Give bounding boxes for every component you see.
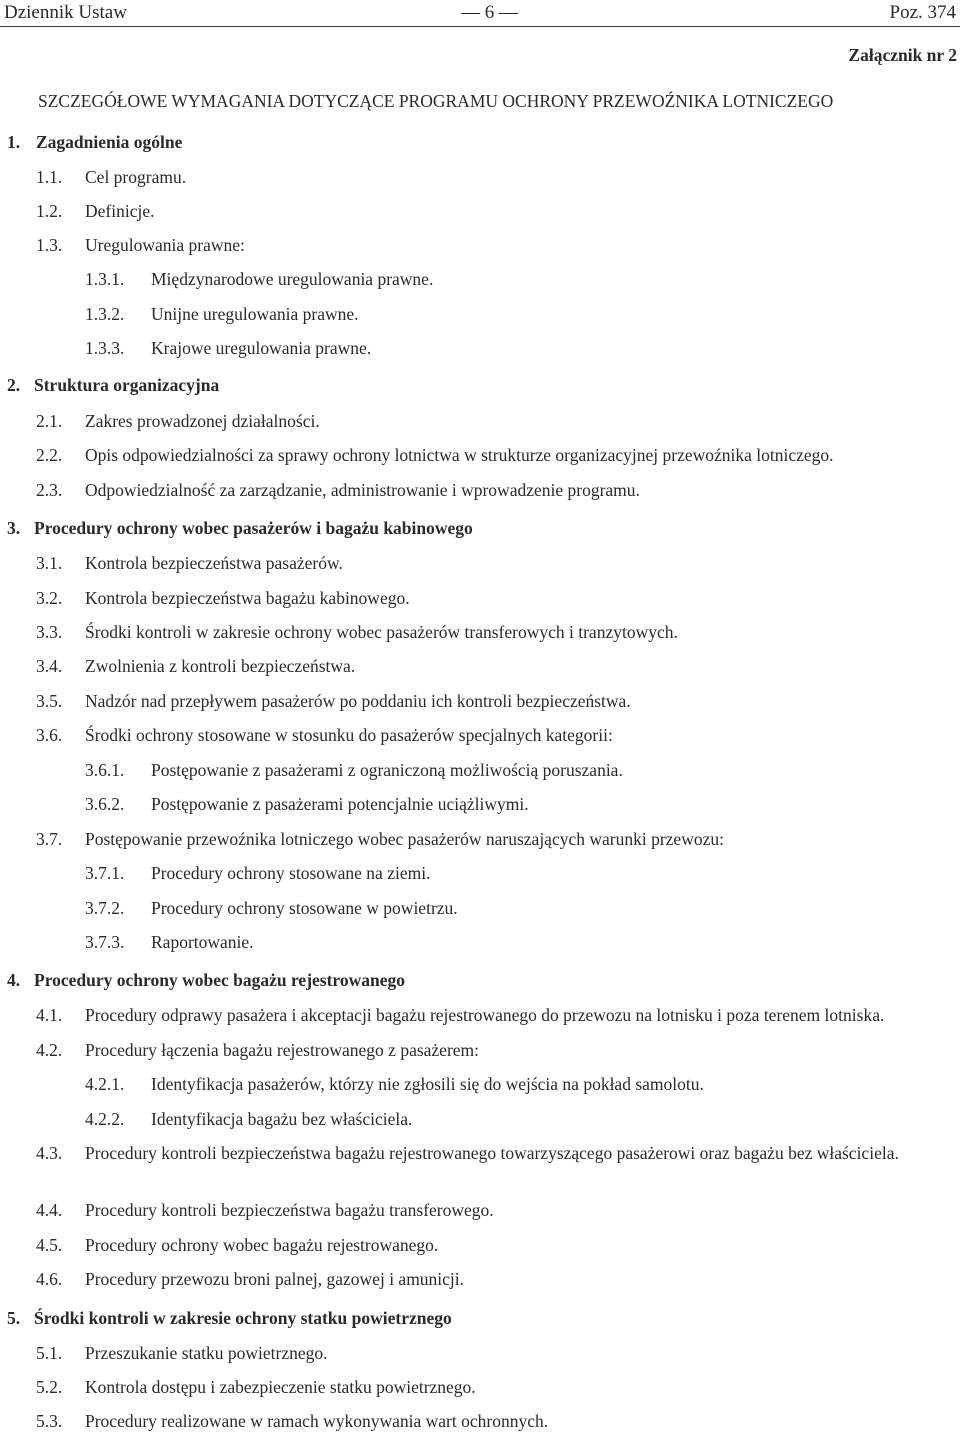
item-text: Identyfikacja bagażu bez właściciela.: [151, 1109, 413, 1129]
item-text: Uregulowania prawne:: [85, 235, 245, 255]
item-number: 3.7.1.: [85, 863, 125, 883]
document-title: SZCZEGÓŁOWE WYMAGANIA DOTYCZĄCE PROGRAMU OCHRONY PRZEWOŹNIKA LOTNICZEGO: [38, 91, 834, 111]
journal-name: Dziennik Ustaw: [4, 2, 127, 23]
item-number: 4.4.: [36, 1200, 63, 1220]
item-number: 3.7.2.: [85, 898, 125, 918]
item-text: Kontrola bezpieczeństwa pasażerów.: [85, 553, 343, 573]
item-text: Struktura organizacyjna: [34, 375, 220, 395]
item-text: Kontrola bezpieczeństwa bagażu kabinowego.: [85, 588, 410, 608]
item-text: Międzynarodowe uregulowania prawne.: [151, 269, 434, 289]
item-number: 3.4.: [36, 656, 63, 676]
item-number: 2.1.: [36, 411, 63, 431]
item-text: Opis odpowiedzialności za sprawy ochrony lotnictwa w strukturze organizacyjnej przewoźnika lotniczego.: [85, 445, 834, 465]
item-text: Zakres prowadzonej działalności.: [85, 411, 320, 431]
item-text: Procedury odprawy pasażera i akceptacji bagażu rejestrowanego do przewozu na lotnisku i poza terenem lotniska.: [85, 1005, 885, 1025]
page-header: [0, 0, 960, 28]
annex-label: Załącznik nr 2: [848, 45, 957, 65]
item-text: Środki kontroli w zakresie ochrony wobec pasażerów transferowych i tranzytowych.: [85, 622, 678, 642]
item-number: 2.: [7, 375, 21, 395]
item-text: Środki ochrony stosowane w stosunku do pasażerów specjalnych kategorii:: [85, 725, 613, 745]
item-number: 4.: [7, 970, 21, 990]
item-text: Definicje.: [85, 201, 155, 221]
item-number: 4.2.2.: [85, 1109, 125, 1129]
item-number: 3.2.: [36, 588, 63, 608]
item-text: Zwolnienia z kontroli bezpieczeństwa.: [85, 656, 356, 676]
item-text: Postępowanie z pasażerami potencjalnie uciążliwymi.: [151, 794, 529, 814]
page-number: — 6 —: [461, 2, 518, 23]
item-text: Cel programu.: [85, 167, 187, 187]
item-number: 1.3.: [36, 235, 63, 255]
header-rule: [0, 26, 960, 27]
item-number: 4.6.: [36, 1269, 63, 1289]
item-text: Odpowiedzialność za zarządzanie, administrowanie i wprowadzenie programu.: [85, 480, 640, 500]
item-number: 3.: [7, 518, 21, 538]
item-number: 2.2.: [36, 445, 63, 465]
item-text: Środki kontroli w zakresie ochrony statku powietrznego: [34, 1308, 452, 1328]
item-text: Procedury kontroli bezpieczeństwa bagażu rejestrowanego towarzyszącego pasażerowi oraz bagażu bez właściciela.: [85, 1143, 899, 1163]
item-number: 1.3.1.: [85, 269, 125, 289]
item-number: 4.1.: [36, 1005, 63, 1025]
item-text: Procedury realizowane w ramach wykonywania wart ochronnych.: [85, 1411, 549, 1431]
item-text: Krajowe uregulowania prawne.: [151, 338, 372, 358]
item-text: Procedury ochrony stosowane w powietrzu.: [151, 898, 458, 918]
item-number: 5.1.: [36, 1343, 63, 1363]
item-text: Raportowanie.: [151, 932, 254, 952]
item-number: 4.2.1.: [85, 1074, 125, 1094]
position-number: Poz. 374: [889, 2, 956, 23]
item-number: 4.3.: [36, 1143, 63, 1163]
item-number: 1.3.3.: [85, 338, 125, 358]
item-number: 3.1.: [36, 553, 63, 573]
item-number: 5.3.: [36, 1411, 63, 1431]
item-number: 3.3.: [36, 622, 63, 642]
item-number: 4.2.: [36, 1040, 63, 1060]
item-number: 3.6.1.: [85, 760, 125, 780]
item-number: 1.3.2.: [85, 304, 125, 324]
item-number: 1.: [7, 132, 21, 152]
item-number: 1.1.: [36, 167, 63, 187]
item-text: Unijne uregulowania prawne.: [151, 304, 359, 324]
item-number: 3.7.: [36, 829, 63, 849]
item-text: Identyfikacja pasażerów, którzy nie zgłosili się do wejścia na pokład samolotu.: [151, 1074, 704, 1094]
item-text: Postępowanie przewoźnika lotniczego wobec pasażerów naruszających warunki przewozu:: [85, 829, 724, 849]
item-number: 3.5.: [36, 691, 63, 711]
item-number: 5.: [7, 1308, 21, 1328]
item-text: Procedury przewozu broni palnej, gazowej i amunicji.: [85, 1269, 465, 1289]
list-item: [36, 1141, 960, 1193]
item-text: Nadzór nad przepływem pasażerów po poddaniu ich kontroli bezpieczeństwa.: [85, 691, 631, 711]
item-text: Procedury ochrony wobec bagażu rejestrowanego: [34, 970, 406, 990]
item-number: 3.7.3.: [85, 932, 125, 952]
item-text: Zagadnienia ogólne: [36, 132, 183, 152]
item-text: Procedury kontroli bezpieczeństwa bagażu transferowego.: [85, 1200, 494, 1220]
item-text: Procedury ochrony wobec pasażerów i bagażu kabinowego: [34, 518, 473, 538]
item-text: Procedury ochrony wobec bagażu rejestrowanego.: [85, 1235, 439, 1255]
item-text: Procedury ochrony stosowane na ziemi.: [151, 863, 431, 883]
item-number: 1.2.: [36, 201, 63, 221]
item-number: 3.6.2.: [85, 794, 125, 814]
item-text: Procedury łączenia bagażu rejestrowanego z pasażerem:: [85, 1040, 480, 1060]
item-number: 3.6.: [36, 725, 63, 745]
item-text: Kontrola dostępu i zabezpieczenie statku powietrznego.: [85, 1377, 476, 1397]
item-number: 5.2.: [36, 1377, 63, 1397]
item-number: 2.3.: [36, 480, 63, 500]
item-number: 4.5.: [36, 1235, 63, 1255]
item-text: Przeszukanie statku powietrznego.: [85, 1343, 328, 1363]
item-text: Postępowanie z pasażerami z ograniczoną możliwością poruszania.: [151, 760, 623, 780]
